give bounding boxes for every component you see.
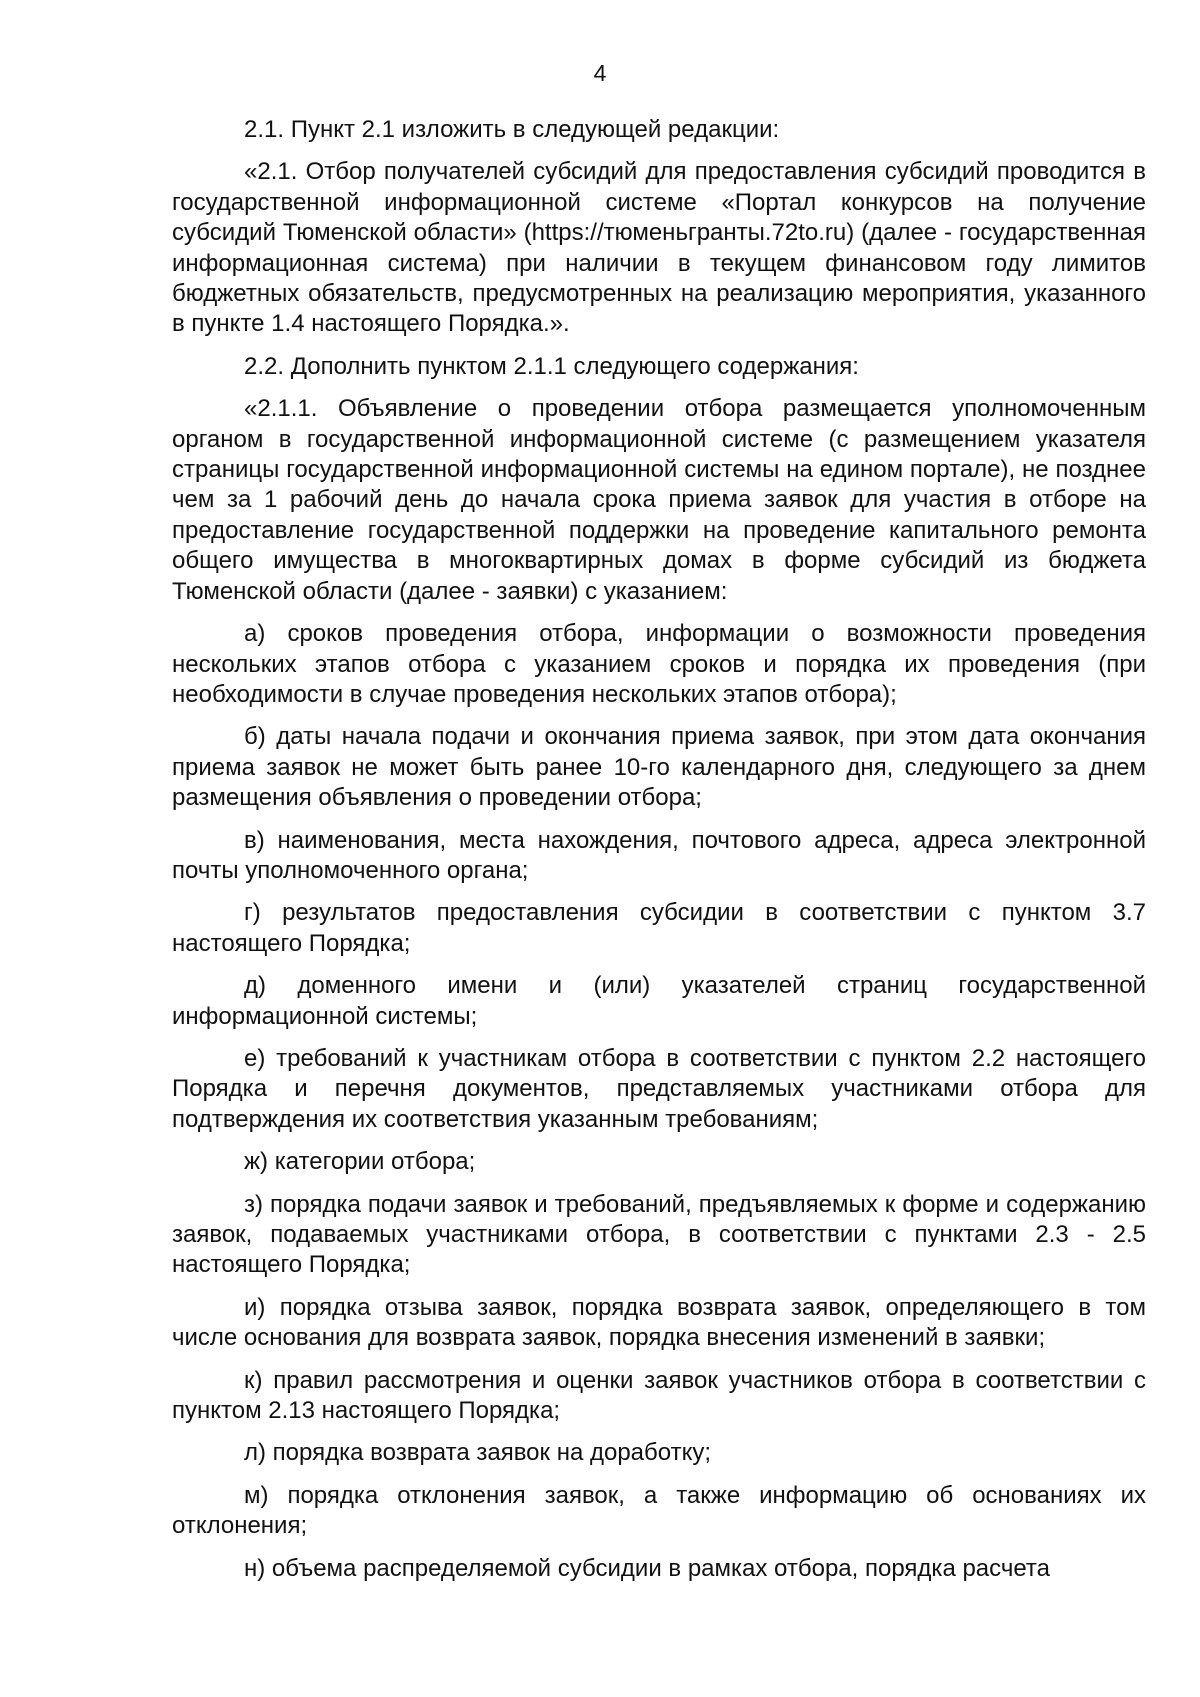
- list-item-l: л) порядка возврата заявок на доработку;: [244, 1439, 712, 1467]
- page-number: 4: [593, 60, 607, 86]
- paragraph-2-1-text: «2.1. Отбор получателей субсидий для предоставления субсидий проводится в государственной информационной системе «Портал конкурсов на получение субсидий Тюменской области» (https://тюменьгранты.72to.ru) (далее - государственная информационная система) при наличии в текущем финансовом году лимитов бюджетных обязательств, предусмотренных на реализацию мероприятия, указанного в пункте 1.4 настоящего Порядка.».: [172, 158, 1146, 338]
- list-item-m: м) порядка отклонения заявок, а также информацию об основаниях их отклонения;: [172, 1481, 1146, 1540]
- list-item-z: з) порядка подачи заявок и требований, предъявляемых к форме и содержанию заявок, подаваемых участниками отбора, в соответствии с пунктами 2.3 - 2.5 настоящего Порядка;: [172, 1190, 1146, 1279]
- list-item-k: к) правил рассмотрения и оценки заявок участников отбора в соответствии с пунктом 2.13 настоящего Порядка;: [172, 1366, 1146, 1425]
- list-item-e: е) требований к участникам отбора в соответствии с пунктом 2.2 настоящего Порядка и перечня документов, представляемых участниками отбора для подтверждения их соответствия указанным требованиям;: [172, 1044, 1146, 1133]
- paragraph-2-1-1-text: «2.1.1. Объявление о проведении отбора размещается уполномоченным органом в государственной информационной системе (с размещением указателя страницы государственной информационной системы на едином портале), не позднее чем за 1 рабочий день до начала срока приема заявок для участия в отборе на предоставление государственной поддержки на проведение капитального ремонта общего имущества в многоквартирных домах в форме субсидий из бюджета Тюменской области (далее - заявки) с указанием:: [172, 395, 1146, 605]
- list-item-zh: ж) категории отбора;: [244, 1148, 476, 1176]
- list-item-a: а) сроков проведения отбора, информации о возможности проведения нескольких этапов отбора с указанием сроков и порядка их проведения (при необходимости в случае проведения нескольких этапов отбора);: [172, 620, 1146, 708]
- list-item-n: н) объема распределяемой субсидии в рамках отбора, порядка расчета: [244, 1554, 1051, 1582]
- paragraph-2-2-heading: 2.2. Дополнить пунктом 2.1.1 следующего содержания:: [244, 352, 859, 380]
- document-body: [172, 115, 1146, 1596]
- list-item-i: и) порядка отзыва заявок, порядка возврата заявок, определяющего в том числе основания для возврата заявок, порядка внесения изменений в заявки;: [172, 1293, 1146, 1352]
- list-item-b: б) даты начала подачи и окончания приема заявок, при этом дата окончания приема заявок не может быть ранее 10-го календарного дня, следующего за днем размещения объявления о проведении отбора;: [172, 723, 1146, 812]
- paragraph-2-1-heading: 2.1. Пункт 2.1 изложить в следующей редакции:: [244, 116, 780, 143]
- list-item-g: г) результатов предоставления субсидии в соответствии с пунктом 3.7 настоящего Порядка;: [172, 899, 1146, 957]
- list-item-v: в) наименования, места нахождения, почтового адреса, адреса электронной почты уполномоченного органа;: [172, 826, 1146, 884]
- list-item-d: д) доменного имени и (или) указателей страниц государственной информационной системы;: [172, 972, 1146, 1030]
